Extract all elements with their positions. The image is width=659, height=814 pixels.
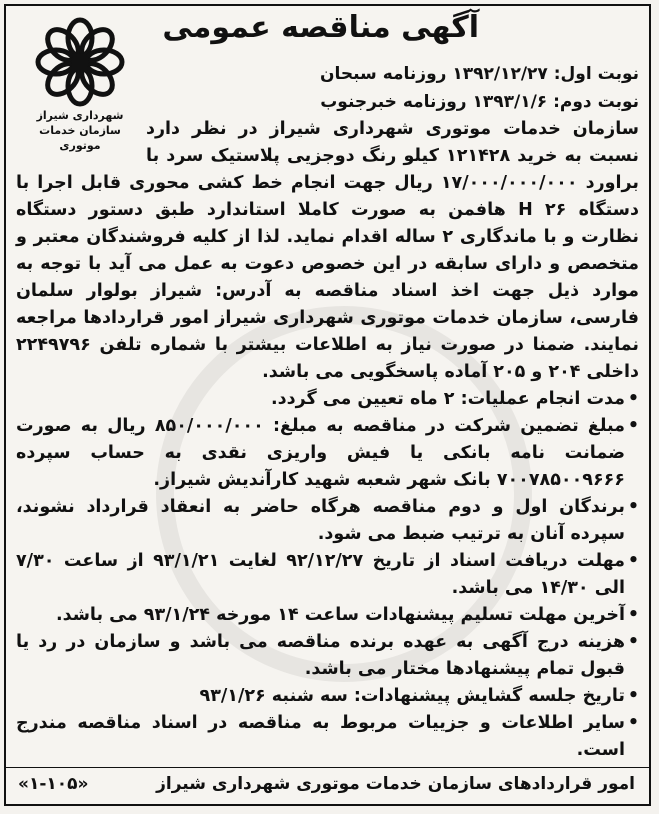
logo xyxy=(20,16,140,152)
list-item: • برندگان اول و دوم مناقصه هرگاه حاضر به انعقاد قرارداد نشوند، سپرده آنان به ترتیب ضبط می شود. xyxy=(16,494,639,548)
conditions-list xyxy=(16,386,639,764)
list-item: • آخرین مهلت تسلیم پیشنهادات ساعت ۱۴ مورخه ۹۳/۱/۲۴ می باشد. xyxy=(16,602,639,629)
notice-second: نوبت دوم: ۱۳۹۳/۱/۶ روزنامه خبرجنوب xyxy=(320,92,639,112)
header xyxy=(6,6,649,156)
notice-body xyxy=(6,116,649,764)
footer-org: امور قراردادهای سازمان خدمات موتوری شهرداری شیراز xyxy=(156,774,635,794)
list-item: • هزینه درج آگهی به عهده برنده مناقصه می باشد و سازمان در رد یا قبول تمام پیشنهادها مختار می باشد. xyxy=(16,629,639,683)
flower-logo-icon xyxy=(34,16,126,108)
intro-paragraph: سازمان خدمات موتوری شهرداری شیراز در نظر دارد نسبت به خرید ۱۲۱۴۲۸ کیلو رنگ دوجزیی پلاستیک سرد با براورد ۱۷/۰۰۰/۰۰۰/۰۰۰ ریال جهت انجام خط کشی محوری قابل اجرا با دستگاه H ۲۶ هافمن به صورت کاملا استاندارد طبق دستور دستگاه نظارت و با ماندگاری ۲ ساله اقدام نماید. لذا از کلیه فروشندگان معتبر و متخصص و دارای سابقه در این خصوص دعوت به عمل می آید با توجه به موارد ذیل جهت اخذ اسناد مناقصه به آدرس: شیراز بولوار سلمان فارسی، سازمان خدمات موتوری شهرداری شیراز امور قراردادها مراجعه نمایند. ضمنا در صورت نیاز به اطلاعات بیشتر با شماره تلفن ۲۲۴۹۷۹۶ داخلی ۲۰۴ و ۲۰۵ آماده پاسخگویی می باشد. xyxy=(16,119,640,382)
list-item: • سایر اطلاعات و جزییات مربوط به مناقصه در اسناد مناقصه مندرج است. xyxy=(16,710,639,764)
list-item: • مهلت دریافت اسناد از تاریخ ۹۲/۱۲/۲۷ لغایت ۹۳/۱/۲۱ از ساعت ۷/۳۰ الی ۱۴/۳۰ می باشد. xyxy=(16,548,639,602)
notice-page xyxy=(4,4,651,806)
footer xyxy=(6,767,649,804)
footer-code: «۱-۱۰۵» xyxy=(18,774,89,794)
logo-line2: سازمان خدمات موتوری xyxy=(39,124,121,152)
list-item: • تاریخ جلسه گشایش پیشنهادات: سه شنبه ۹۳/۱/۲۶ xyxy=(16,683,639,710)
logo-line1: شهرداری شیراز xyxy=(36,109,124,122)
list-item: • مبلغ تضمین شرکت در مناقصه به مبلغ: ۸۵۰/۰۰۰/۰۰۰ ریال به صورت ضمانت نامه بانکی یا فیش واریزی نقدی به حساب سپرده ۷۰۰۷۸۵۰۰۹۶۶۶ بانک شهر شعبه شهید کارآندیش شیراز. xyxy=(16,413,639,494)
notice-first: نوبت اول: ۱۳۹۲/۱۲/۲۷ روزنامه سبحان xyxy=(319,64,639,84)
page-title: آگهی مناقصه عمومی xyxy=(162,10,479,45)
list-item: • مدت انجام عملیات: ۲ ماه تعیین می گردد. xyxy=(16,386,639,413)
